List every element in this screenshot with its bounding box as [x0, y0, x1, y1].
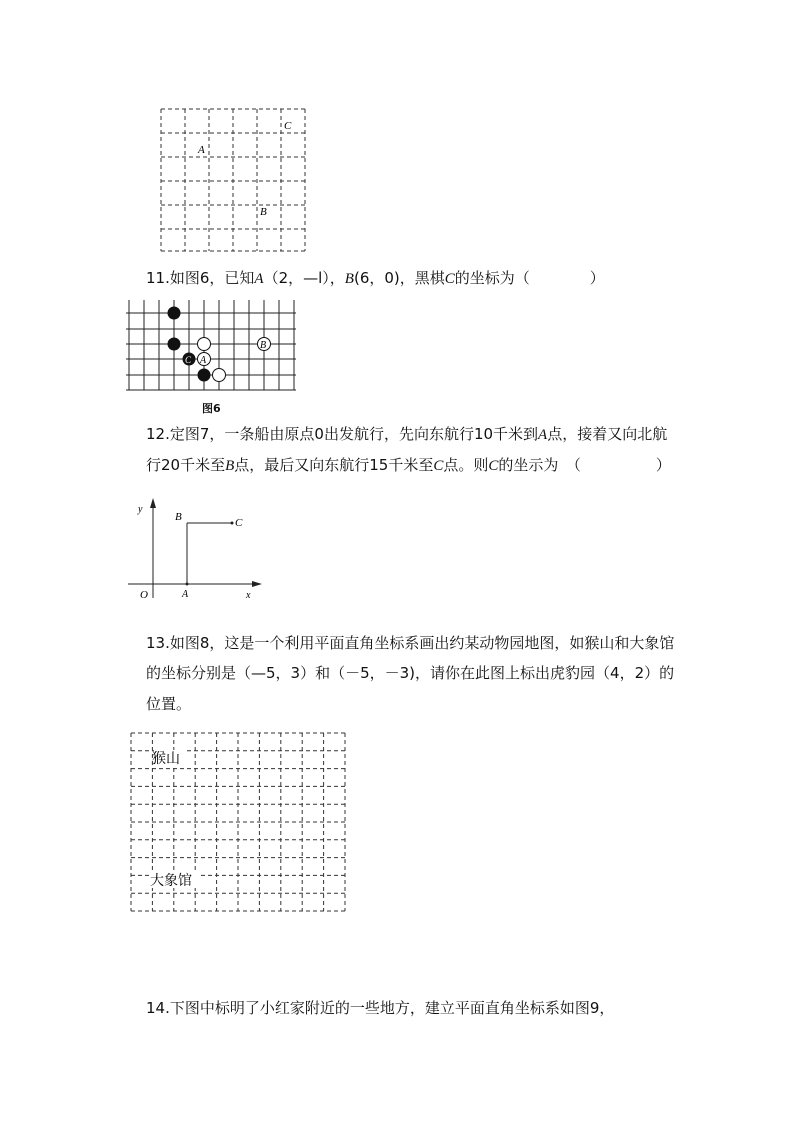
- q12-line1: 12.定图7，一条船由原点0出发航行，先向东航行10千米到A点，接着又向北航: [146, 425, 668, 443]
- point-b-label: B: [175, 511, 182, 523]
- q13-line3: 位置。: [146, 695, 192, 713]
- q11-number: 11.: [146, 269, 170, 287]
- white-stone: [213, 369, 226, 382]
- black-stone: [198, 369, 211, 382]
- svg-text:C: C: [185, 355, 192, 365]
- white-stone: [198, 338, 211, 351]
- top-label-c: C: [284, 120, 292, 132]
- q13-number: 13.: [146, 634, 170, 652]
- zoo-grid-figure: [130, 732, 346, 912]
- elephant-hall-label: 大象馆: [150, 874, 192, 889]
- top-label-b: B: [260, 206, 267, 218]
- q13-line2: 的坐标分别是（—5，3）和（－5，－3)，请你在此图上标出虎豹园（4，2）的: [146, 664, 675, 682]
- piece-label-b: B: [260, 340, 267, 351]
- q11-text: 11.如图6，已知A（2，—l），B(6，0)，黑棋C的坐标为（ ）: [146, 269, 605, 287]
- point-a-label: A: [182, 589, 189, 600]
- monkey-hill-label: 猴山: [152, 752, 180, 767]
- axis-x-label: x: [246, 590, 251, 601]
- q14-number: 14.: [146, 999, 170, 1017]
- top-grid-figure: [160, 108, 306, 252]
- piece-label-a: A: [200, 355, 207, 366]
- q14-text: 14.下图中标明了小红家附近的一些地方，建立平面直角坐标系如图9，: [146, 999, 615, 1017]
- go-board-figure: [126, 300, 298, 392]
- top-label-a: A: [198, 144, 205, 156]
- q12-number: 12.: [146, 425, 170, 443]
- fig6-caption: 图6: [202, 402, 221, 415]
- q13-line1: 13.如图8，这是一个利用平面直角坐标系画出约某动物园地图，如猴山和大象馆: [146, 634, 675, 652]
- origin-label: O: [140, 589, 148, 601]
- point-c-label: C: [235, 517, 243, 529]
- axis-y-label: y: [138, 504, 143, 515]
- route-figure: [128, 498, 268, 604]
- black-stone: [168, 338, 181, 351]
- q12-line2: 行20千米至B点，最后又向东航行15千米至C点。则C的坐示为 （ ）: [146, 456, 671, 474]
- black-stone: [168, 307, 181, 320]
